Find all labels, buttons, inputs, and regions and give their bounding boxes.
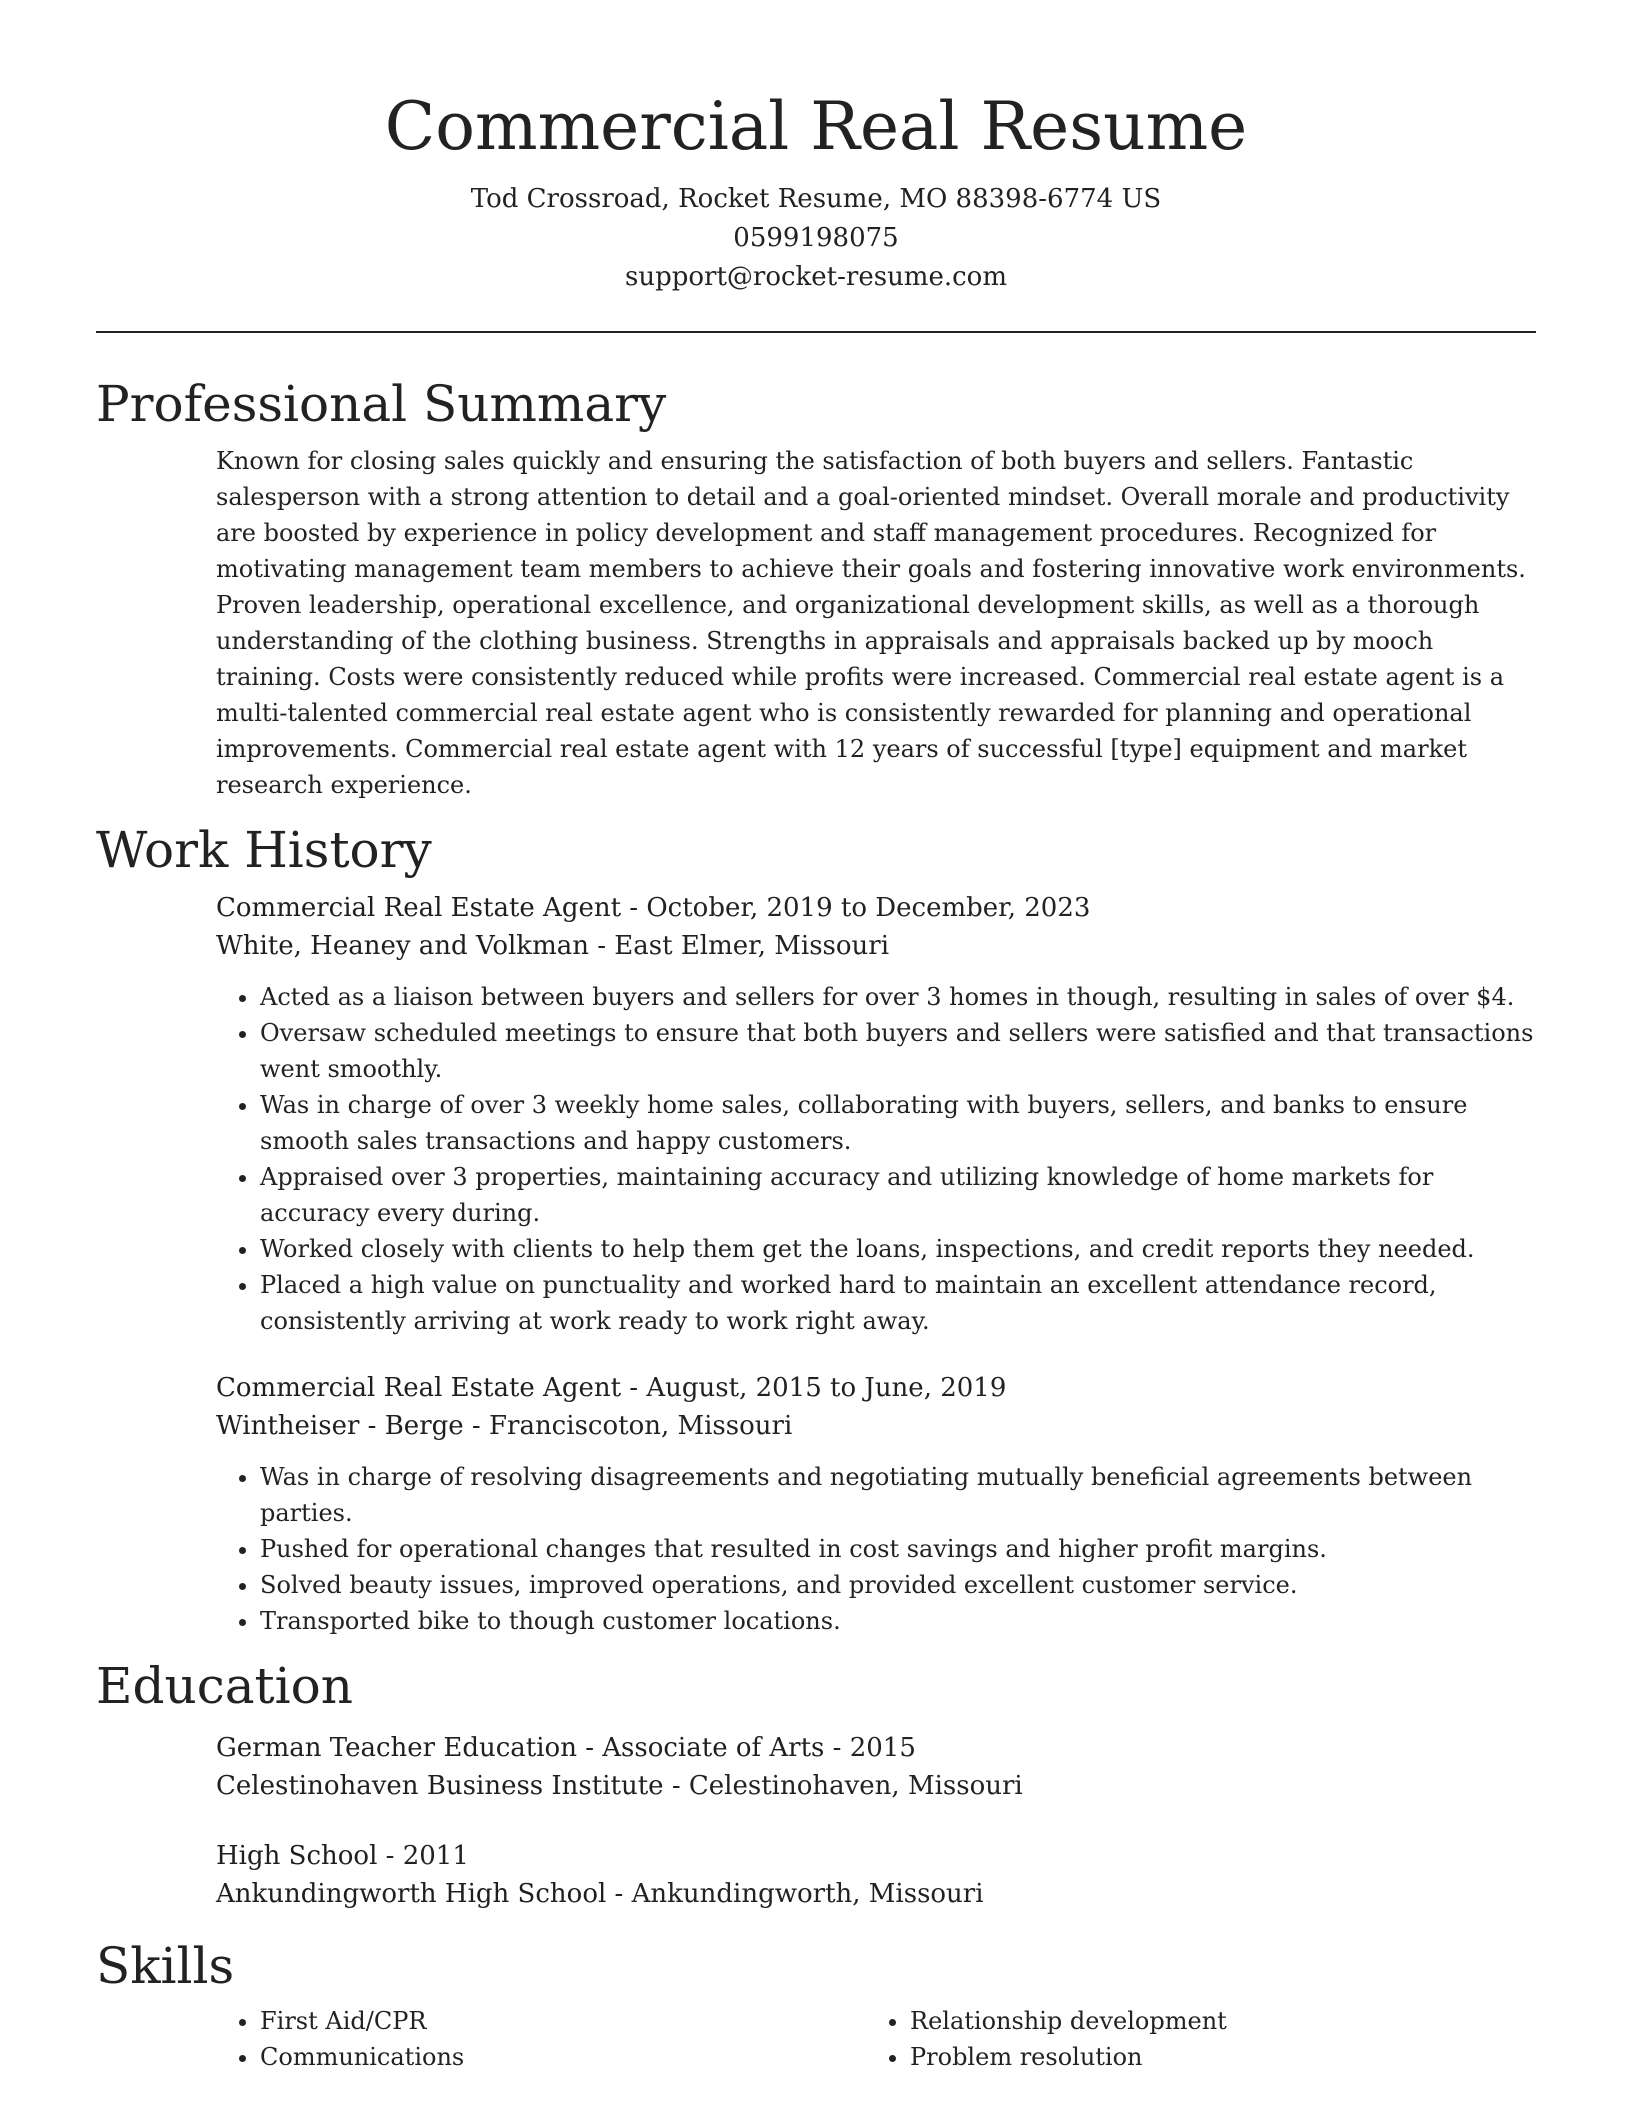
job-bullets xyxy=(216,979,1536,1339)
education-degree: German Teacher Education - Associate of Arts xyxy=(216,1733,825,1763)
job-dates: - August, 2015 to June, 2019 xyxy=(621,1373,1007,1403)
list-item: • Acted as a liaison between buyers and sellers for over 3 homes in though, resulting in sales of over $4. xyxy=(260,979,1536,1015)
education-location: - Celestinohaven, Missouri xyxy=(663,1771,1023,1801)
list-item: • Appraised over 3 properties, maintaining accuracy and utilizing knowledge of home markets for accuracy every during. xyxy=(260,1159,1536,1231)
contact-phone: 0599198075 xyxy=(733,223,899,253)
education-degree-line xyxy=(216,1837,1536,1875)
skills-heading: Skills xyxy=(96,1937,235,1995)
list-item: • Oversaw scheduled meetings to ensure that both buyers and sellers were satisfied and that transactions went smoothly. xyxy=(260,1015,1536,1087)
resume-page xyxy=(96,0,1536,2075)
list-item: • Was in charge of over 3 weekly home sales, collaborating with buyers, sellers, and banks to ensure smooth sales transactions and happy customers. xyxy=(260,1087,1536,1159)
list-item: • Worked closely with clients to help them get the loans, inspections, and credit reports they needed. xyxy=(260,1231,1536,1267)
job-entry xyxy=(216,889,1536,1339)
list-item: • Was in charge of resolving disagreements and negotiating mutually beneficial agreements between parties. xyxy=(260,1459,1536,1531)
education-school: Celestinohaven Business Institute xyxy=(216,1771,664,1801)
job-title-line xyxy=(216,889,1536,927)
job-location: - Franciscoton, Missouri xyxy=(463,1411,793,1441)
list-item: • Solved beauty issues, improved operations, and provided excellent customer service. xyxy=(260,1567,1536,1603)
education-location: - Ankundingworth, Missouri xyxy=(606,1879,984,1909)
work-history-heading: Work History xyxy=(96,821,432,879)
education-degree: High School xyxy=(216,1841,378,1871)
contact-email: support@rocket-resume.com xyxy=(624,262,1007,292)
education-school: Ankundingworth High School xyxy=(216,1879,607,1909)
summary-heading: Professional Summary xyxy=(96,375,667,433)
skills-section xyxy=(216,1999,1536,2075)
list-item: • Pushed for operational changes that resulted in cost savings and higher profit margins. xyxy=(260,1531,1536,1567)
skills-column-right xyxy=(866,1999,1516,2075)
skills-list-left xyxy=(216,2003,866,2075)
job-bullets xyxy=(216,1459,1536,1639)
job-role: Commercial Real Estate Agent xyxy=(216,893,622,923)
list-item: • Transported bike to though customer locations. xyxy=(260,1603,1536,1639)
list-item: • Problem resolution xyxy=(910,2039,1516,2075)
education-school-line xyxy=(216,1875,1536,1913)
contact-address: Tod Crossroad, Rocket Resume, MO 88398-6774 US xyxy=(470,184,1162,214)
job-company-line xyxy=(216,1407,1536,1445)
list-item: • Relationship development xyxy=(910,2003,1516,2039)
resume-name: Commercial Real Resume xyxy=(384,88,1248,165)
job-company: White, Heaney and Volkman xyxy=(216,931,589,961)
education-heading: Education xyxy=(96,1657,353,1715)
job-company: Wintheiser - Berge xyxy=(216,1411,464,1441)
job-dates: - October, 2019 to December, 2023 xyxy=(621,893,1091,923)
contact-block xyxy=(96,180,1536,297)
job-location: - East Elmer, Missouri xyxy=(588,931,890,961)
job-company-line xyxy=(216,927,1536,965)
education-degree-line xyxy=(216,1729,1536,1767)
education-school-line xyxy=(216,1767,1536,1805)
job-entry xyxy=(216,1369,1536,1639)
summary-text: Known for closing sales quickly and ensuring the satisfaction of both buyers and sellers. Fantastic salesperson with a strong attention to detail and a goal-oriented mindset. Overall morale and productivity are boosted by experience in policy development and staff management procedures. Recognized for motivating management team members to achieve their goals and fostering innovative work environments. Proven leadership, operational excellence, and organizational development skills, as well as a thorough understanding of the clothing business. Strengths in appraisals and appraisals backed up by mooch training. Costs were consistently reduced while profits were increased. Commercial real estate agent is a multi-talented commercial real estate agent who is consistently rewarded for planning and operational improvements. Commercial real estate agent with 12 years of successful [type] equipment and market research experience. xyxy=(216,447,1526,799)
header-divider xyxy=(96,331,1536,333)
job-role: Commercial Real Estate Agent xyxy=(216,1373,622,1403)
education-entry xyxy=(216,1837,1536,1913)
list-item: • Communications xyxy=(260,2039,866,2075)
list-item: • Placed a high value on punctuality and worked hard to maintain an excellent attendance record, consistently arriving at work ready to work right away. xyxy=(260,1267,1536,1339)
education-entry xyxy=(216,1729,1536,1805)
education-section xyxy=(216,1729,1536,1913)
work-history-section xyxy=(216,889,1536,1639)
list-item: • First Aid/CPR xyxy=(260,2003,866,2039)
education-year: - 2015 xyxy=(824,1733,916,1763)
skills-column-left xyxy=(216,1999,866,2075)
summary-section xyxy=(216,443,1536,803)
skills-list-right xyxy=(866,2003,1516,2075)
job-title-line xyxy=(216,1369,1536,1407)
education-year: - 2011 xyxy=(377,1841,469,1871)
